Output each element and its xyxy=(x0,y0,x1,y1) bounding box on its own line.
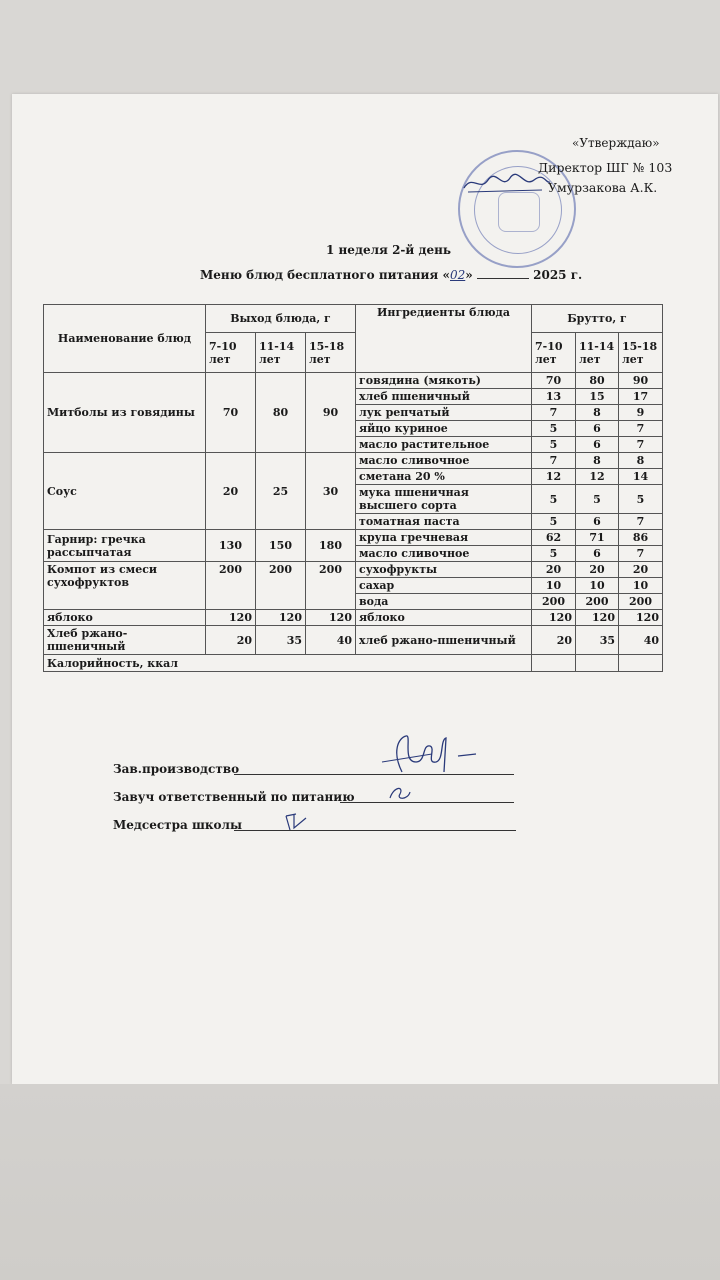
dish-name: Соус xyxy=(44,453,206,530)
dish-yield: 200 xyxy=(306,562,356,610)
ingredient-name: сахар xyxy=(356,578,532,594)
ingredient-gross: 200 xyxy=(532,594,576,610)
ingredient-gross: 6 xyxy=(576,514,619,530)
background-surface xyxy=(0,1084,720,1280)
dish-yield: 120 xyxy=(256,610,306,626)
header-yield: Выход блюда, г xyxy=(206,305,356,333)
dish-yield: 30 xyxy=(306,453,356,530)
calories-value-cell xyxy=(532,655,576,672)
ingredient-gross: 86 xyxy=(619,530,663,546)
dish-yield: 20 xyxy=(206,626,256,655)
ingredient-gross: 7 xyxy=(619,421,663,437)
approval-label: «Утверждаю» xyxy=(572,136,660,150)
ingredient-gross: 8 xyxy=(576,453,619,469)
nurse-label: Медсестра школы xyxy=(113,818,242,832)
deputy-signature xyxy=(388,784,412,802)
dish-yield: 200 xyxy=(256,562,306,610)
ingredient-gross: 14 xyxy=(619,469,663,485)
ingredient-gross: 40 xyxy=(619,626,663,655)
ingredient-name: хлеб пшеничный xyxy=(356,389,532,405)
ingredient-gross: 80 xyxy=(576,373,619,389)
ingredient-gross: 20 xyxy=(532,562,576,578)
header-ingredients: Ингредиенты блюда xyxy=(356,305,532,373)
dish-yield: 70 xyxy=(206,373,256,453)
dish-name: Митболы из говядины xyxy=(44,373,206,453)
ingredient-gross: 10 xyxy=(619,578,663,594)
ingredient-gross: 6 xyxy=(576,421,619,437)
ingredient-gross: 120 xyxy=(532,610,576,626)
ingredient-name: лук репчатый xyxy=(356,405,532,421)
ingredient-gross: 6 xyxy=(576,546,619,562)
ingredient-gross: 71 xyxy=(576,530,619,546)
ingredient-name: масло сливочное xyxy=(356,546,532,562)
dish-name: Гарнир: гречка рассыпчатая xyxy=(44,530,206,562)
dish-yield: 200 xyxy=(206,562,256,610)
ingredient-gross: 7 xyxy=(619,437,663,453)
ingredient-name: томатная паста xyxy=(356,514,532,530)
ingredient-gross: 7 xyxy=(532,405,576,421)
dish-yield: 180 xyxy=(306,530,356,562)
ingredient-gross: 5 xyxy=(532,437,576,453)
ingredient-gross: 120 xyxy=(619,610,663,626)
dish-yield: 40 xyxy=(306,626,356,655)
dish-yield: 130 xyxy=(206,530,256,562)
dish-name: Хлеб ржано-пшеничный xyxy=(44,626,206,655)
menu-table xyxy=(43,304,663,672)
ingredient-gross: 7 xyxy=(619,546,663,562)
dish-yield: 80 xyxy=(256,373,306,453)
dish-yield: 150 xyxy=(256,530,306,562)
ingredient-name: сметана 20 % xyxy=(356,469,532,485)
ingredient-gross: 17 xyxy=(619,389,663,405)
ingredient-name: мука пшеничная высшего сорта xyxy=(356,485,532,514)
ingredient-gross: 62 xyxy=(532,530,576,546)
ingredient-gross: 15 xyxy=(576,389,619,405)
menu-title: Меню блюд бесплатного питания «02» 2025 г. xyxy=(200,268,583,282)
nurse-signature-line xyxy=(234,830,516,831)
dish-name: яблоко xyxy=(44,610,206,626)
ingredient-gross: 5 xyxy=(532,485,576,514)
ingredient-gross: 12 xyxy=(532,469,576,485)
deputy-signature-line xyxy=(340,802,514,803)
ingredient-name: масло растительное xyxy=(356,437,532,453)
ingredient-name: говядина (мякоть) xyxy=(356,373,532,389)
nurse-signature xyxy=(282,810,310,832)
ingredient-gross: 8 xyxy=(619,453,663,469)
dish-yield: 120 xyxy=(206,610,256,626)
ingredient-gross: 7 xyxy=(619,514,663,530)
deputy-label: Завуч ответственный по питанию xyxy=(113,790,355,804)
ingredient-name: яйцо куриное xyxy=(356,421,532,437)
header-gross-age-11-14: 11-14 лет xyxy=(576,333,619,373)
header-gross-age-7-10: 7-10 лет xyxy=(532,333,576,373)
ingredient-gross: 5 xyxy=(532,514,576,530)
ingredient-gross: 20 xyxy=(576,562,619,578)
director-signature xyxy=(462,170,552,196)
dish-yield: 35 xyxy=(256,626,306,655)
ingredient-gross: 5 xyxy=(619,485,663,514)
week-day-title: 1 неделя 2-й день xyxy=(326,243,452,257)
ingredient-name: яблоко xyxy=(356,610,532,626)
dish-yield: 25 xyxy=(256,453,306,530)
production-head-label: Зав.производство xyxy=(113,762,240,776)
header-gross-age-15-18: 15-18 лет xyxy=(619,333,663,373)
ingredient-gross: 120 xyxy=(576,610,619,626)
calories-label: Калорийность, ккал xyxy=(44,655,532,672)
ingredient-name: вода xyxy=(356,594,532,610)
ingredient-gross: 35 xyxy=(576,626,619,655)
ingredient-gross: 20 xyxy=(532,626,576,655)
ingredient-gross: 13 xyxy=(532,389,576,405)
ingredient-gross: 10 xyxy=(532,578,576,594)
dish-yield: 120 xyxy=(306,610,356,626)
ingredient-gross: 10 xyxy=(576,578,619,594)
header-gross: Брутто, г xyxy=(532,305,663,333)
dish-name: Компот из смеси сухофруктов xyxy=(44,562,206,610)
ingredient-name: крупа гречневая xyxy=(356,530,532,546)
ingredient-gross: 90 xyxy=(619,373,663,389)
ingredient-gross: 5 xyxy=(532,546,576,562)
ingredient-name: масло сливочное xyxy=(356,453,532,469)
header-yield-age-15-18: 15-18 лет xyxy=(306,333,356,373)
production-head-signature xyxy=(372,732,482,776)
ingredient-gross: 200 xyxy=(619,594,663,610)
ingredient-gross: 200 xyxy=(576,594,619,610)
ingredient-gross: 9 xyxy=(619,405,663,421)
ingredient-name: сухофрукты xyxy=(356,562,532,578)
dish-yield: 90 xyxy=(306,373,356,453)
ingredient-name: хлеб ржано-пшеничный xyxy=(356,626,532,655)
header-yield-age-7-10: 7-10 лет xyxy=(206,333,256,373)
ingredient-gross: 12 xyxy=(576,469,619,485)
calories-value-cell xyxy=(576,655,619,672)
header-dish-name: Наименование блюд xyxy=(44,305,206,373)
director-title: Директор ШГ № 103 xyxy=(538,160,673,175)
ingredient-gross: 70 xyxy=(532,373,576,389)
ingredient-gross: 5 xyxy=(576,485,619,514)
header-yield-age-11-14: 11-14 лет xyxy=(256,333,306,373)
ingredient-gross: 7 xyxy=(532,453,576,469)
ingredient-gross: 20 xyxy=(619,562,663,578)
dish-yield: 20 xyxy=(206,453,256,530)
ingredient-gross: 6 xyxy=(576,437,619,453)
ingredient-gross: 5 xyxy=(532,421,576,437)
menu-date-day: 02 xyxy=(449,268,466,282)
ingredient-gross: 8 xyxy=(576,405,619,421)
calories-value-cell xyxy=(619,655,663,672)
director-name: Умурзакова А.К. xyxy=(548,180,658,195)
